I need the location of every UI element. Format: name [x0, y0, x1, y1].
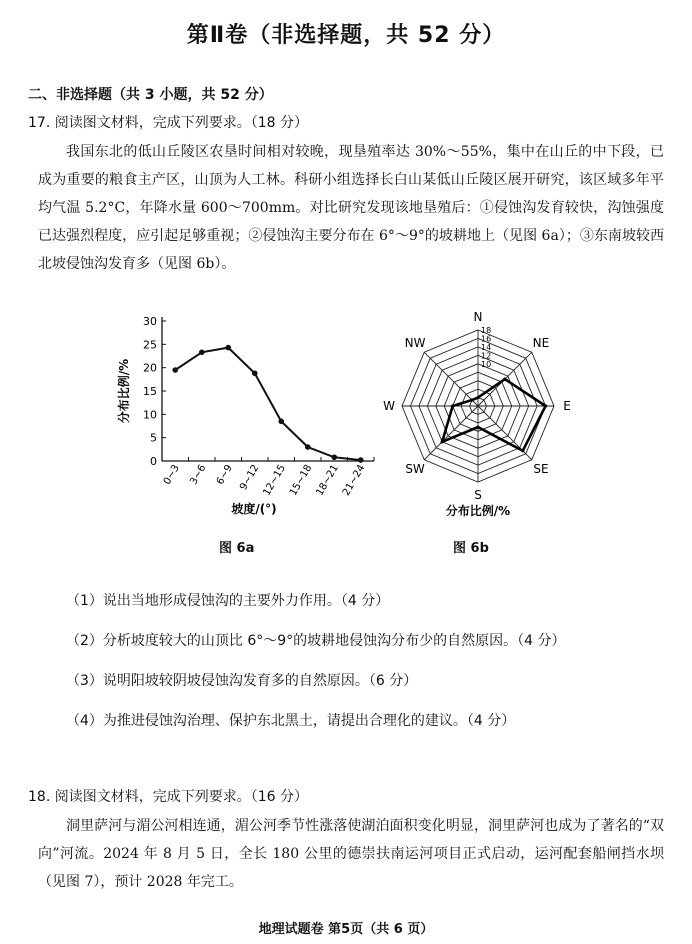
q17-question-3: （3）说明阳坡较阴坡侵蚀沟发育多的自然原因。（6 分） [66, 673, 418, 689]
q17-heading: 17. 阅读图文材料，完成下列要求。（18 分） [28, 115, 308, 131]
direction-label-e: E [563, 399, 571, 413]
x-tick-label: 12~15 [261, 463, 288, 498]
q18-heading: 18. 阅读图文材料，完成下列要求。（16 分） [28, 789, 308, 805]
radar-data-point [544, 404, 547, 407]
radar-data-point [441, 440, 444, 443]
page-footer: 地理试题卷 第5页（共 6 页） [258, 922, 434, 937]
ring-label: 10 [481, 359, 492, 369]
direction-label-w: W [383, 399, 395, 413]
q18-material [38, 812, 664, 896]
page-title: 第Ⅱ卷（非选择题，共 52 分） [186, 23, 506, 48]
radar-spoke [424, 352, 478, 406]
data-point [278, 419, 284, 425]
ring-label: 14 [481, 342, 492, 352]
data-point [358, 457, 364, 463]
q17-question-4: （4）为推进侵蚀沟治理、保护东北黑土，请提出合理化的建议。（4 分） [66, 713, 516, 729]
ring-label: 12 [481, 351, 492, 361]
series-line [175, 348, 361, 460]
q17-material [38, 138, 664, 278]
x-tick-label: 21~24 [340, 463, 368, 498]
ring-label: 18 [481, 326, 492, 335]
y-axis-label: 分布比例/% [117, 358, 131, 424]
x-tick-label: 6~9 [214, 463, 235, 487]
x-tick-label: 15~18 [287, 463, 315, 498]
radar-axis-label: 分布比例/% [445, 504, 511, 518]
data-point [172, 367, 178, 373]
y-tick-label: 5 [150, 431, 157, 445]
direction-label-n: N [473, 310, 483, 324]
x-tick-label: 9~12 [238, 463, 262, 493]
radar-data-point [521, 449, 524, 452]
figure-6a-line-chart [110, 305, 390, 520]
x-tick-label: 18~21 [314, 463, 341, 498]
q17-question-2: （2）分析坡度较大的山顶比 6°～9°的坡耕地侵蚀沟分布少的自然原因。（4 分） [66, 633, 566, 649]
y-tick-label: 25 [143, 338, 157, 352]
x-tick-label: 3~6 [188, 463, 209, 487]
direction-label-sw: SW [405, 461, 425, 476]
data-point [199, 349, 205, 355]
q18-material-text: 洞里萨河与湄公河相连通，湄公河季节性涨落使湖泊面积变化明显，洞里萨河也成为了著名的“双向”河流。2024 年 8 月 5 日，全长 180 公里的德崇扶南运河项目正式启动，运河配套船闸挡水坝（见图 7），预计 2028 年完工。 [38, 818, 664, 890]
figure-6b-caption: 图 6b [453, 541, 489, 556]
figure-6b-radar-chart [380, 310, 580, 522]
radar-data-point [503, 378, 506, 381]
q17-material-text: 我国东北的低山丘陵区农垦时间相对较晚，现垦殖率达 30%～55%，集中在山丘的中下段，已成为重要的粮食主产区，山顶为人工林。科研小组选择长白山某低山丘陵区展开研究，该区域多年平均气温 5.2°C，年降水量 600～700mm。对比研究发现该地垦殖后：①侵蚀沟发育较快，沟蚀强度已达强烈程度，应引起足够重视；②侵蚀沟主要分布在 6°～9°的坡耕地上（见图 6a）；③东南坡较西北坡侵蚀沟发育多（见图 6b）。 [38, 144, 664, 272]
radar-data-point [476, 396, 479, 399]
radar-data-point [470, 398, 473, 401]
data-point [331, 454, 337, 460]
section-heading: 二、非选择题（共 3 小题，共 52 分） [28, 87, 273, 103]
direction-label-ne: NE [532, 336, 550, 351]
data-point [225, 345, 231, 351]
y-tick-label: 15 [143, 385, 157, 398]
direction-label-nw: NW [404, 336, 426, 351]
y-tick-label: 0 [150, 455, 157, 468]
direction-label-s: S [474, 488, 482, 502]
y-tick-label: 30 [143, 315, 157, 328]
x-axis-label: 坡度/(°) [231, 502, 277, 516]
direction-label-se: SE [533, 461, 549, 476]
q17-question-1: （1）说出当地形成侵蚀沟的主要外力作用。（4 分） [66, 593, 390, 609]
y-tick-label: 10 [143, 408, 157, 422]
radar-data-point [451, 404, 454, 407]
y-tick-label: 20 [143, 361, 157, 375]
x-tick-label: 0~3 [161, 463, 182, 487]
figure-6a-caption: 图 6a [219, 541, 255, 556]
data-point [305, 444, 311, 450]
data-point [252, 370, 258, 376]
radar-data-point [476, 426, 479, 429]
ring-label: 16 [481, 334, 492, 344]
